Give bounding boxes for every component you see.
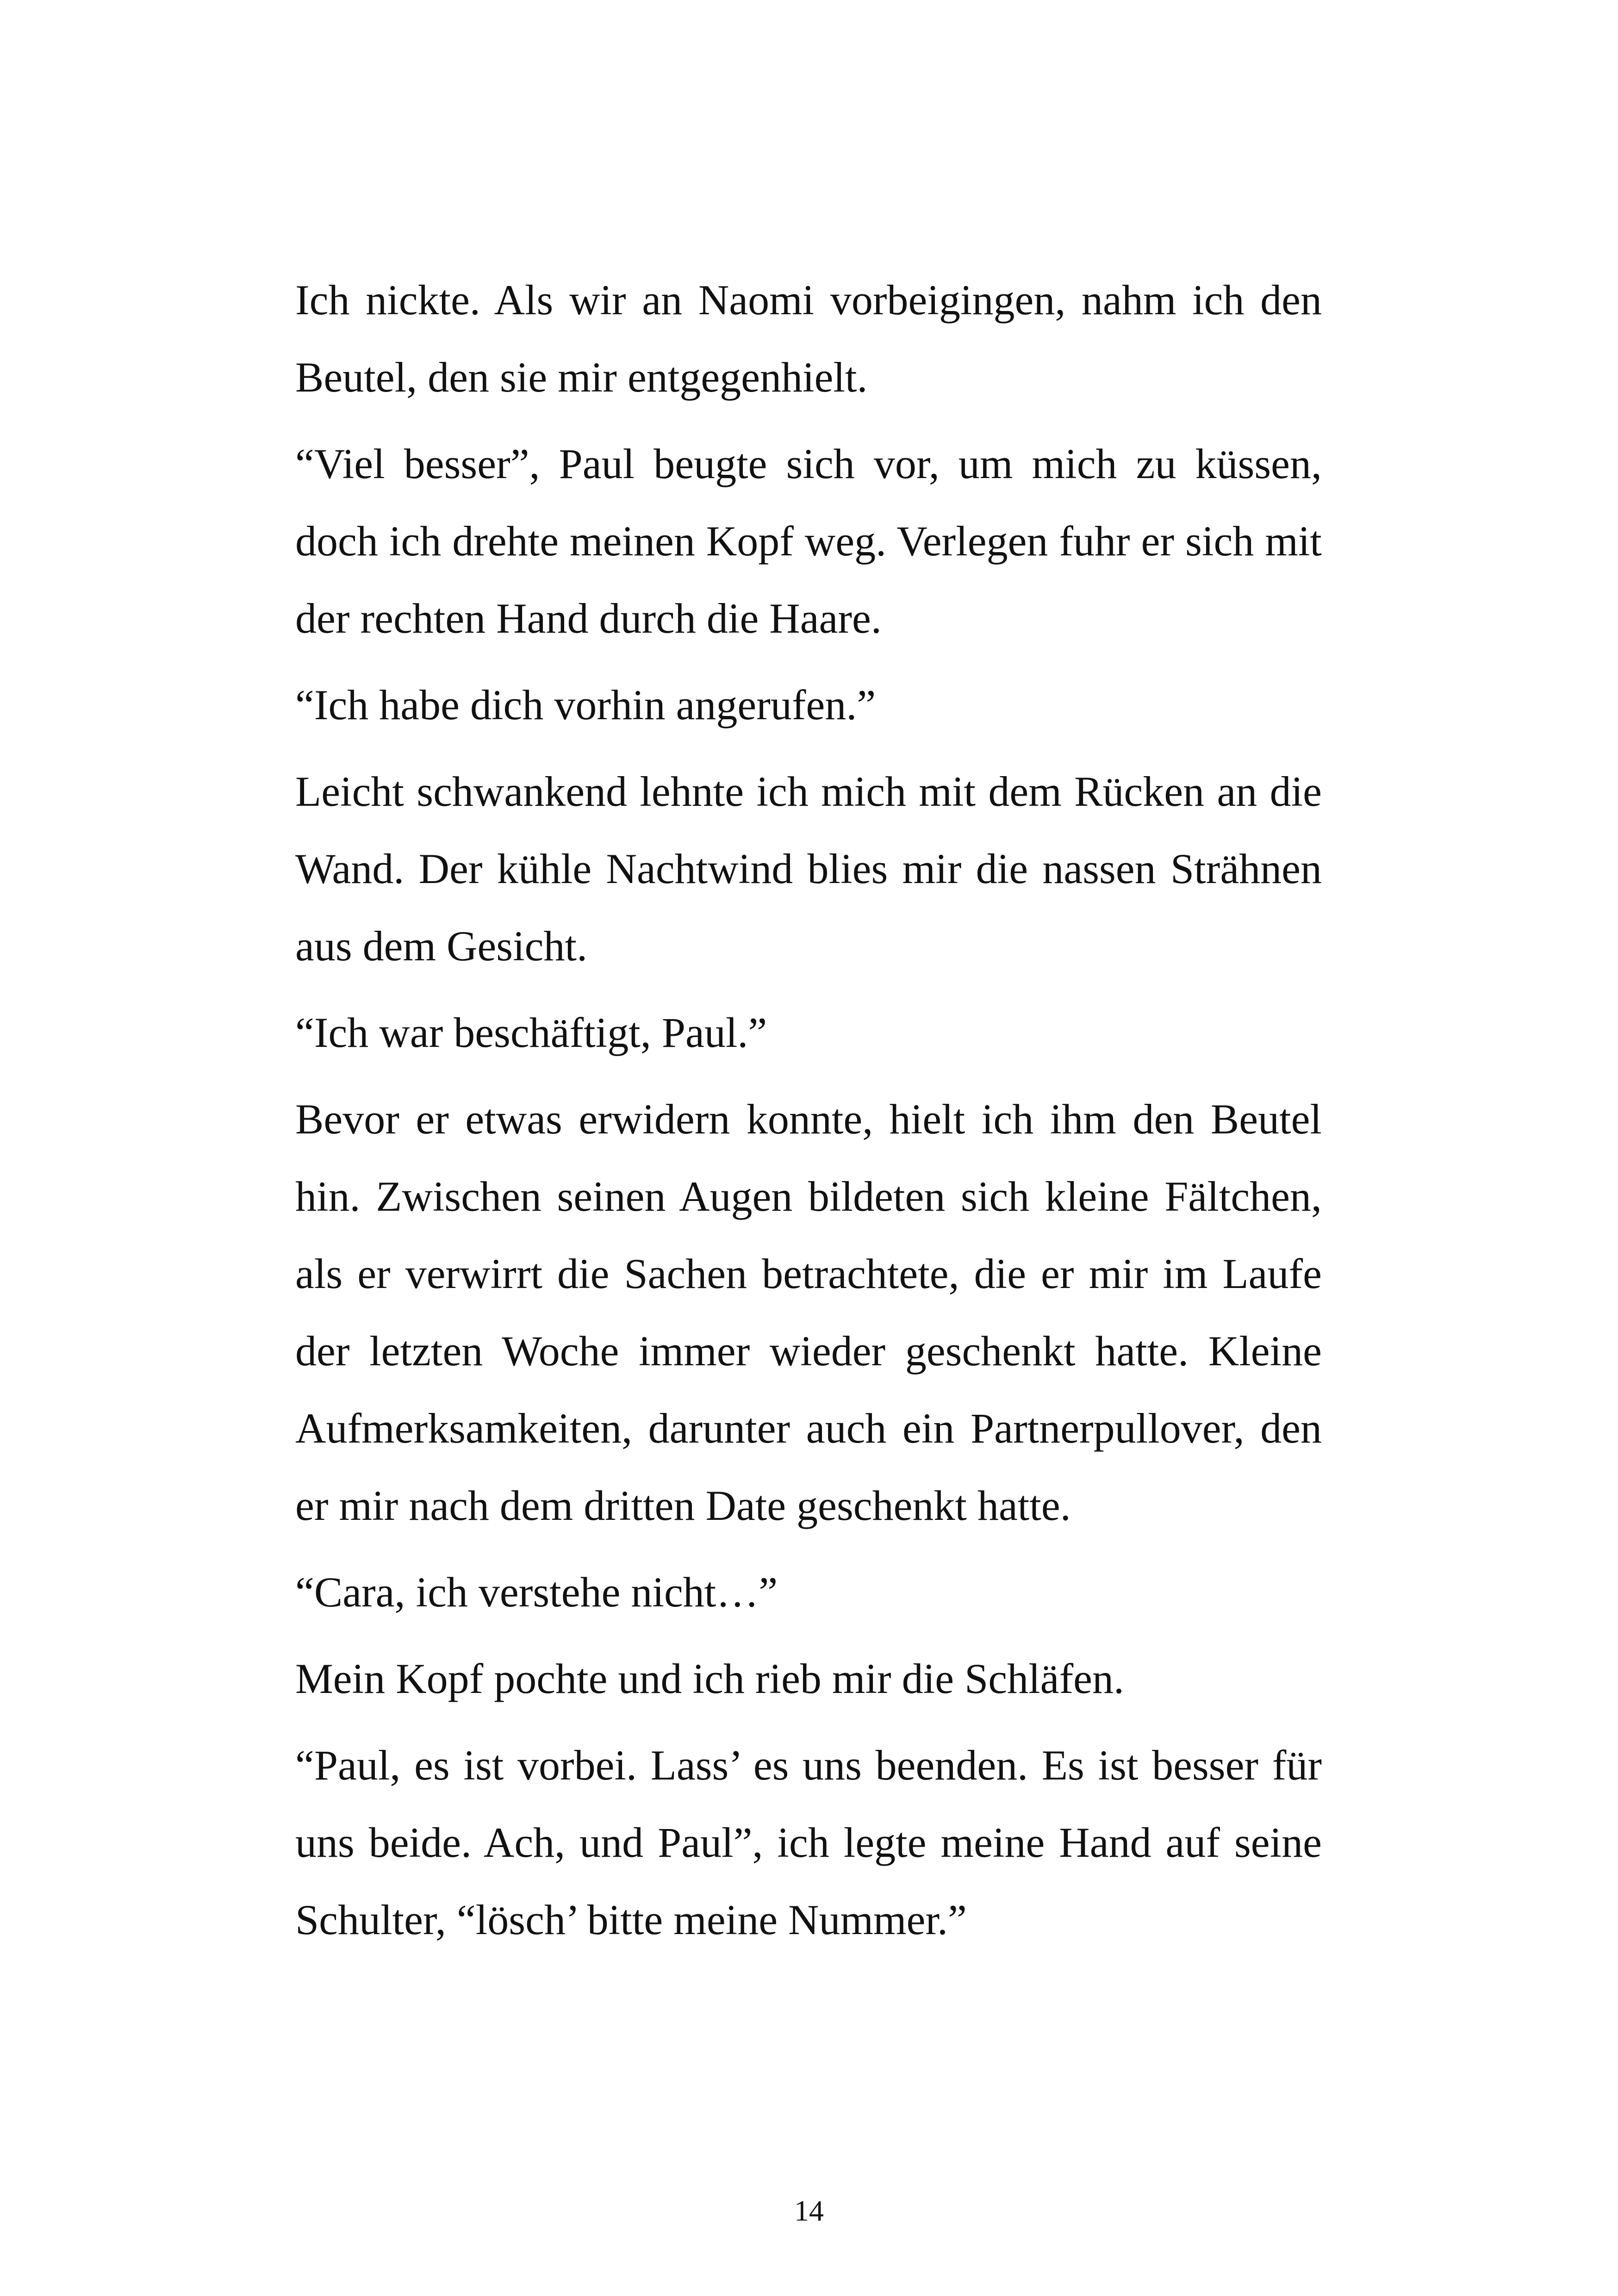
paragraph-1: Ich nickte. Als wir an Naomi vorbeigingen, nahm ich den Beutel, den sie mir entgegenhielt. (295, 276, 1322, 401)
paragraph-5: “Ich war beschäftigt, Paul.” (295, 1009, 767, 1056)
paragraph-2: “Viel besser”, Paul beugte sich vor, um mich zu küssen, doch ich drehte meinen Kopf weg. Verlegen fuhr er sich mit der rechten Hand durch die Haare. (295, 440, 1322, 642)
paragraph-3: “Ich habe dich vorhin angerufen.” (295, 681, 876, 728)
paragraph-9: “Paul, es ist vorbei. Lass’ es uns beenden. Es ist besser für uns beide. Ach, und Paul”, ich legte meine Hand auf seine Schulter, “lösch’ bitte meine Nummer.” (295, 1742, 1322, 1943)
page-body-text (295, 261, 1322, 1968)
paragraph-8: Mein Kopf pochte und ich rieb mir die Schläfen. (295, 1655, 1124, 1702)
paragraph-7: “Cara, ich verstehe nicht…” (295, 1568, 778, 1616)
paragraph-4: Leicht schwankend lehnte ich mich mit dem Rücken an die Wand. Der kühle Nachtwind blies mir die nassen Strähnen aus dem Gesicht. (295, 768, 1322, 970)
paragraph-6: Bevor er etwas erwidern konnte, hielt ich ihm den Beutel hin. Zwischen seinen Augen bildeten sich kleine Fältchen, als er verwirrt die Sachen betrachtete, die er mir im Laufe der letzten Woche immer wieder geschenkt hatte. Kleine Aufmerksamkeiten, darunter auch ein Partnerpullover, den er mir nach dem dritten Date geschenkt hatte. (295, 1095, 1322, 1529)
page-number: 14 (794, 2194, 824, 2227)
